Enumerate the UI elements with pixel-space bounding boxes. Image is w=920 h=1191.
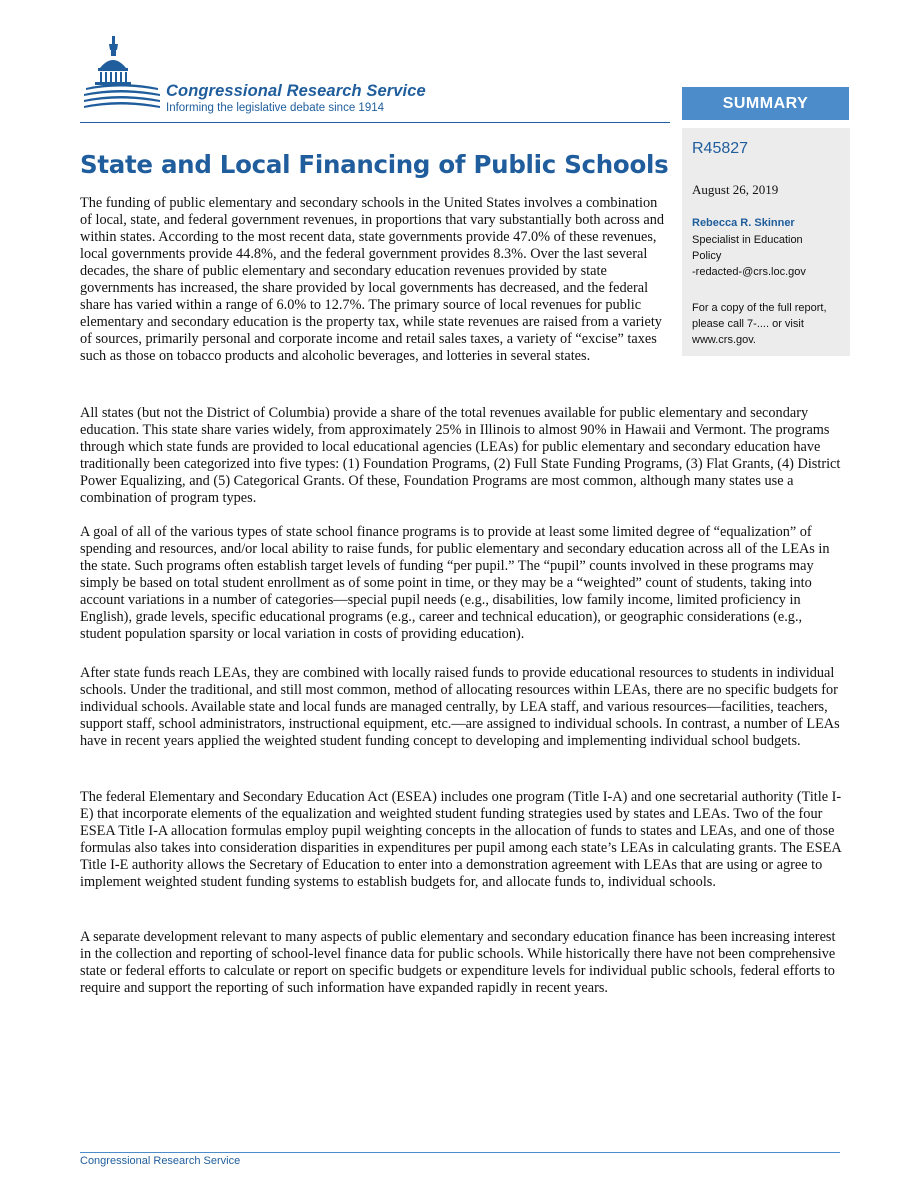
author-email: -redacted-@crs.loc.gov bbox=[692, 266, 806, 278]
page-title: State and Local Financing of Public Schools bbox=[80, 150, 669, 179]
paragraph-lea-allocation: After state funds reach LEAs, they are combined with locally raised funds to provide educational resources to students in individual schools. Under the traditional, and still most common, method of allocating resources within LEAs, there are no specific budgets for individual schools. Available state and local funds are managed centrally, by LEA staff, and various resources—facilities, teachers, support staff, school administrators, instructional equipment, etc.—are assigned to individual schools. In contrast, a number of LEAs have in recent years applied the weighted student funding concept to developing and implementing individual school budgets. bbox=[80, 665, 840, 749]
capitol-dome-icon bbox=[80, 34, 162, 122]
footer-divider bbox=[80, 1152, 840, 1153]
summary-sidebar bbox=[682, 128, 850, 356]
paragraph-federal-esea: The federal Elementary and Secondary Education Act (ESEA) includes one program (Title I-A) and one secretarial authority (Title I-E) that incorporate elements of the equalization and weighted student funding strategies used by states and LEAs. Two of the four ESEA Title I-A allocation formulas employ pupil weighting concepts in the allocation of funds to states and LEAs, and one of those formulas also takes into consideration disparities in expenditures per pupil among each state’s LEAs in calculating grants. The ESEA Title I-E authority allows the Secretary of Education to enter into a demonstration agreement with LEAs that are using or agree to implement weighted student funding systems to establish budgets for, and allocate funds to, individual schools. bbox=[80, 789, 842, 890]
org-tagline: Informing the legislative debate since 1914 bbox=[166, 102, 385, 114]
report-date: August 26, 2019 bbox=[692, 182, 779, 197]
paragraph-school-level-data: A separate development relevant to many aspects of public elementary and secondary education finance has been increasing interest in the collection and reporting of school-level finance data for public schools. While historically there have not been comprehensive state or federal efforts to calculate or report on specific budgets or expenditure levels for individual public schools, federal efforts to require and support the reporting of such information have expanded rapidly in recent years. bbox=[80, 929, 836, 996]
header-divider bbox=[80, 122, 670, 123]
org-name: Congressional Research Service bbox=[166, 82, 426, 100]
crs-logo bbox=[80, 34, 480, 124]
paragraph-state-share: All states (but not the District of Columbia) provide a share of the total revenues available for public elementary and secondary education. This state share varies widely, from approximately 25% in Illinois to almost 90% in Hawaii and Vermont. The programs through which state funds are provided to local educational agencies (LEAs) for public elementary and secondary education have traditionally been categorized into five types: (1) Foundation Programs, (2) Full State Funding Programs, (3) Flat Grants, (4) District Power Equalizing, and (5) Categorical Grants. Of these, Foundation Programs are most common, although many states use a combination of program types. bbox=[80, 405, 841, 506]
summary-tab: SUMMARY bbox=[682, 87, 849, 120]
copy-note: For a copy of the full report, please call 7-.... or visit www.crs.gov. bbox=[692, 302, 827, 346]
author-title-line1: Specialist in Education bbox=[692, 234, 803, 246]
paragraph-equalization: A goal of all of the various types of state school finance programs is to provide at least some limited degree of “equalization” of spending and resources, and/or local ability to raise funds, for public elementary and secondary education across all of the LEAs in the state. Such programs often establish target levels of funding “per pupil.” The “pupil” counts involved in these programs may simply be based on total student enrollment as of some point in time, or they may be a “weighted” count of students, taking into account variations in a number of categories—special pupil needs (e.g., disabilities, low family income, limited proficiency in English), grade levels, specific educational programs (e.g., career and technical education), or geographic considerations (e.g., student population sparsity or local variation in costs of providing education). bbox=[80, 524, 830, 642]
author-title-line2: Policy bbox=[692, 250, 722, 262]
paragraph-funding-overview: The funding of public elementary and secondary schools in the United States involves a combination of local, state, and federal government revenues, in proportions that vary substantially both across and within states. According to the most recent data, state governments provide 47.0% of these revenues, local governments provide 44.8%, and the federal government provides 8.3%. Over the last several decades, the share of public elementary and secondary education revenues provided by state governments has increased, the share provided by local governments has decreased, and the federal share has varied within a range of 6.0% to 12.7%. The primary source of local revenues for public elementary and secondary education is the property tax, while state revenues are raised from a variety of sources, primarily personal and corporate income and retail sales taxes, a variety of “excise” taxes such as those on tobacco products and alcoholic beverages, and lotteries in several states. bbox=[80, 195, 665, 364]
footer-text: Congressional Research Service bbox=[80, 1155, 241, 1167]
author-name: Rebecca R. Skinner bbox=[692, 217, 795, 229]
report-number: R45827 bbox=[692, 140, 749, 157]
